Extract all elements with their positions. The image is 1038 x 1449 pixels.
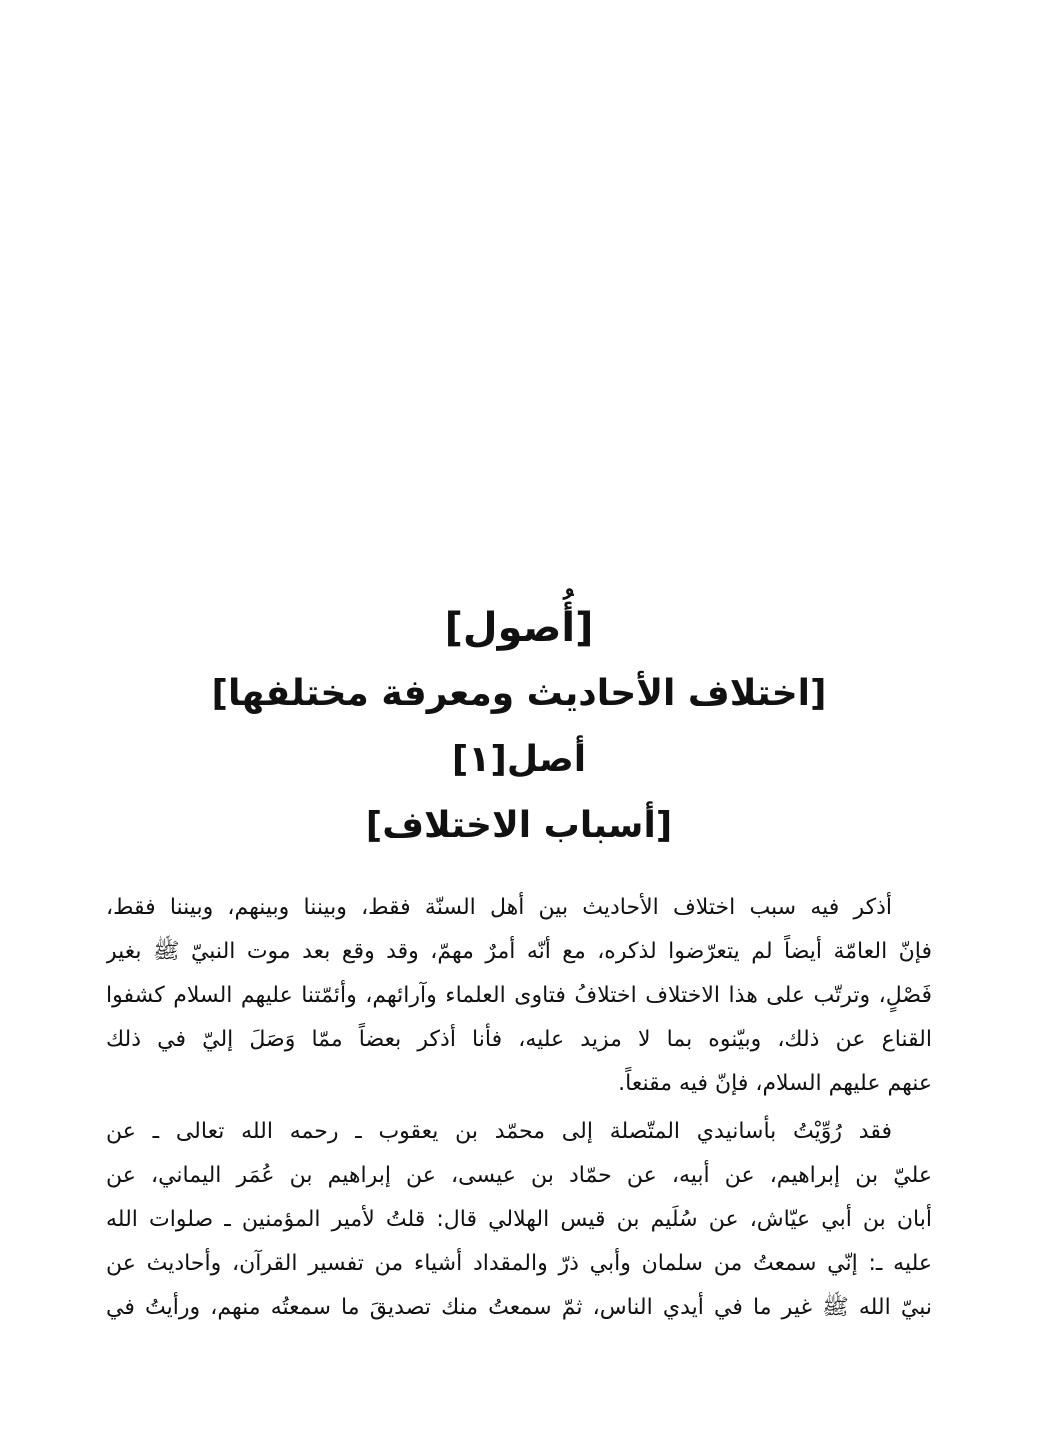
paragraph-line: عنهم عليهم السلام، فإنّ فيه مقنعاً. [618,1071,932,1096]
paragraph-line: عليه ـ: إنّي سمعتُ من سلمان وأبي ذرّ والمقداد أشياء من تفسير القرآن، وأحاديث عن [106,1251,932,1276]
paragraph-line: فَصْلٍ، وترتّب على هذا الاختلاف اختلافُ فتاوى العلماء وآرائهم، وأئمّتنا عليهم السلام كشفوا [106,983,932,1008]
section-headings [0,598,1038,856]
asl-number-heading: أصل[١] [451,739,587,780]
paragraph-line: أبان بن أبي عيّاش، عن سُلَيم بن قيس الهلالي قال: قلتُ لأمير المؤمنين ـ صلوات الله [106,1207,932,1232]
paragraph-line: نبيّ الله ﷺ غير ما في أيدي الناس، ثمّ سمعتُ منك تصديقَ ما سمعتُه منهم، ورأيتُ في [106,1295,932,1320]
body-text [106,886,932,1330]
main-heading: [أُصول] [444,605,594,651]
paragraph-line: فإنّ العامّة أيضاً لم يتعرّضوا لذكره، مع أنّه أمرٌ مهمّ، وقد وقع بعد موت النبيّ ﷺ بغير [106,939,932,964]
paragraph-2 [106,1110,932,1330]
paragraph-1 [106,886,932,1106]
paragraph-line: عليّ بن إبراهيم، عن أبيه، عن حمّاد بن عيسى، عن إبراهيم بن عُمَر اليماني، عن [106,1163,932,1188]
paragraph-line: فقد رُوِّيْتُ بأسانيدي المتّصلة إلى محمّد بن يعقوب ـ رحمه الله تعالى ـ عن [106,1119,892,1144]
paragraph-line: القناع عن ذلك، وبيّنوه بما لا مزيد عليه، فأنا أذكر بعضاً ممّا وَصَلَ إليّ في ذلك [106,1027,932,1052]
paragraph-line: أذكر فيه سبب اختلاف الأحاديث بين أهل السنّة فقط، وبيننا وبينهم، وبيننا فقط، [106,895,892,920]
topic-heading: [أسباب الاختلاف] [365,805,673,846]
sub-heading: [اختلاف الأحاديث ومعرفة مختلفها] [211,673,827,714]
